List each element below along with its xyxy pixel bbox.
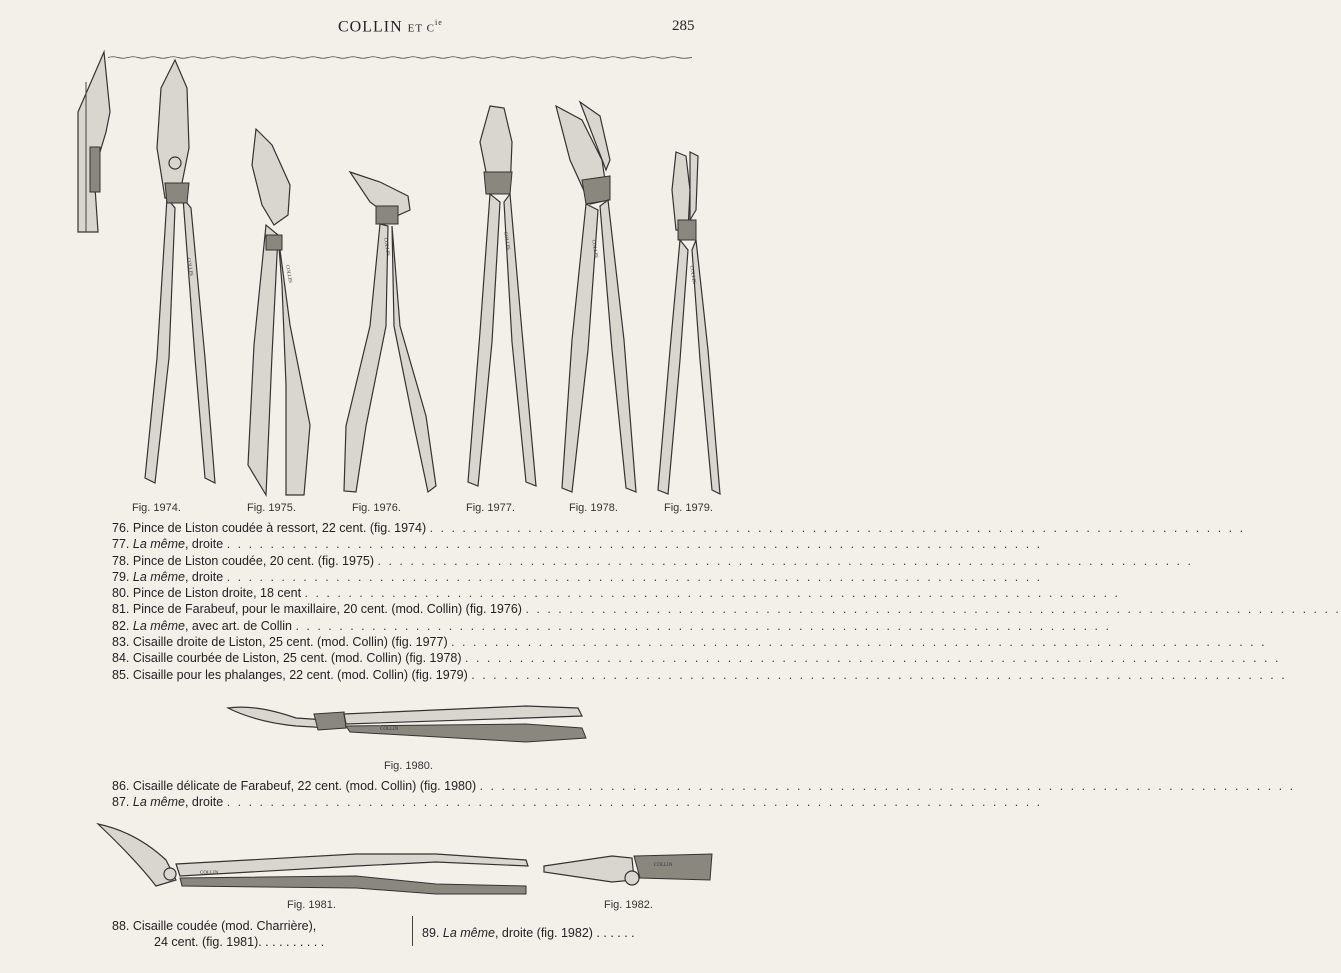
list-item-80	[112, 585, 1120, 601]
item-num: 82.	[112, 618, 130, 633]
item-text: Cisaille droite de Liston, 25 cent. (mod. Collin) (fig. 1977)	[132, 635, 448, 650]
item-num: 78.	[112, 553, 130, 568]
list-item-83	[112, 634, 1267, 650]
list-item-81	[112, 601, 1341, 617]
fig-1978-label: Fig. 1978.	[569, 502, 618, 514]
item-text: Pince de Farabeuf, pour le maxillaire, 20 cent. (mod. Collin) (fig. 1976)	[132, 602, 522, 617]
item-text: Cisaille délicate de Farabeuf, 22 cent. (mod. Collin) (fig. 1980)	[132, 779, 477, 793]
list-item-79	[112, 569, 1043, 585]
item-italic: La même	[132, 795, 185, 810]
item-num: 85.	[112, 667, 130, 682]
engraved-mark-1980: COLLIN	[380, 727, 399, 732]
fig-1980-illustration	[226, 698, 590, 748]
engraved-mark-1981: COLLIN	[200, 871, 219, 876]
fig-1976-label: Fig. 1976.	[352, 502, 401, 514]
list-item-88	[112, 918, 324, 950]
leader-dots: . . . . . . . . . . . . . . . . . . . . . . . . . . . . . . . . . . . . . . . . . . . . . . . . . . . . . . . . . . . . . . . . . . . . . . . . . . .	[525, 602, 1341, 617]
fig-1974-label: Fig. 1974.	[132, 502, 181, 514]
item-num: 79.	[112, 569, 130, 584]
leader-dots: . . . . . . . . . . . . . . . . . . . . . . . . . . . . . . . . . . . . . . . . . . . . . . . . . . . . . . . . . . . . . . . . . . . . . . . . . . .	[304, 586, 1120, 601]
header-suffix: ET C	[407, 22, 435, 35]
list-item-84	[112, 650, 1281, 666]
fig-1979-illustration	[652, 150, 722, 496]
item-text: , droite	[184, 795, 224, 810]
list-item-87	[112, 794, 1043, 810]
leader-dots: . . . . . . . . . . . . . . . . . . . . . . . . . . . . . . . . . . . . . . . . . . . . . . . . . . . . . . . . . . . . . . . . . . . . . . . . . . .	[226, 569, 1043, 584]
item-italic: La même	[132, 618, 185, 633]
fig-1975-label: Fig. 1975.	[247, 502, 296, 514]
header-title	[338, 18, 443, 36]
header-sup: ie	[434, 18, 443, 27]
leader-dots: . . . . . . . . . . . . . . . . . . . . . . . . . . . . . . . . . . . . . . . . . . . . . . . . . . . . . . . . . . . . . . . . . . . . . . . . . . .	[429, 521, 1246, 535]
item-num: 80.	[112, 586, 130, 601]
item-text: Cisaille courbée de Liston, 25 cent. (mod. Collin) (fig. 1978)	[132, 651, 462, 666]
item-num: 76.	[112, 521, 130, 535]
engraved-mark-1975: COLLIN	[284, 264, 293, 284]
item-88-line-1: 88. Cisaille coudée (mod. Charrière),	[112, 919, 317, 933]
item-text: Pince de Liston coudée à ressort, 22 cent. (fig. 1974)	[132, 521, 427, 535]
fig-1979-label: Fig. 1979.	[664, 502, 713, 514]
item-text: , droite	[184, 569, 224, 584]
fig-1977-label: Fig. 1977.	[466, 502, 515, 514]
engraved-mark-1982: COLLIN	[654, 863, 673, 868]
list-item-77	[112, 536, 1043, 552]
item-num: 86.	[112, 779, 130, 793]
engraved-mark-1977: COLLIN	[502, 231, 511, 251]
item-text: Pince de Liston coudée, 20 cent. (fig. 1975)	[132, 553, 375, 568]
header-brand: COLLIN	[338, 18, 403, 36]
fig-1982-illustration	[542, 850, 714, 894]
list-item-86	[112, 778, 1296, 794]
list-item-76	[112, 520, 1246, 536]
item-text: , avec art. de Collin	[184, 618, 292, 633]
item-text: , droite	[184, 537, 224, 552]
page-number: 285	[672, 18, 695, 34]
leader-dots: . . . . . . . . . . . . . . . . . . . . . . . . . . . . . . . . . . . . . . . . . . . . . . . . . . . . . . . . . . . . . . . . . . . . . . . . . . .	[377, 553, 1193, 568]
leader-dots: . . . . . . . . . . . . . . . . . . . . . . . . . . . . . . . . . . . . . . . . . . . . . . . . . . . . . . . . . . . . . . . . . . . . . . . . . . .	[471, 667, 1287, 682]
fig-1974-inset-illustration	[76, 52, 112, 236]
list-item-89	[422, 926, 635, 940]
leader-dots: . . . . . . . . . . . . . . . . . . . . . . . . . . . . . . . . . . . . . . . . . . . . . . . . . . . . . . . . . . . . . . . . . . . . . . . . . . .	[295, 618, 1111, 633]
leader-dots: . . . . . . . . . . . . . . . . . . . . . . . . . . . . . . . . . . . . . . . . . . . . . . . . . . . . . . . . . . . . . . . . . . . . . . . . . . .	[226, 795, 1043, 810]
item-num: 87.	[112, 795, 130, 810]
engraved-mark-1978: COLLIN	[590, 239, 599, 259]
item-num: 83.	[112, 635, 130, 650]
item-num: 77.	[112, 537, 130, 552]
item-italic: La même	[132, 569, 185, 584]
item-num: 89.	[422, 926, 440, 940]
leader-dots: . . . . . . . . . . . . . . . . . . . . . . . . . . . . . . . . . . . . . . . . . . . . . . . . . . . . . . . . . . . . . . . . . . . . . . . . . . .	[451, 635, 1267, 650]
item-italic: La même	[132, 537, 185, 552]
fig-1981-label: Fig. 1981.	[287, 899, 336, 911]
item-text: Cisaille pour les phalanges, 22 cent. (mod. Collin) (fig. 1979)	[132, 667, 468, 682]
price-list-mid	[112, 778, 1296, 811]
leader-dots: . . . . . . . . . . . . . . . . . . . . . . . . . . . . . . . . . . . . . . . . . . . . . . . . . . . . . . . . . . . . . . . . . . . . . . . . . . .	[226, 537, 1043, 552]
list-item-82	[112, 618, 1111, 634]
fig-1974-illustration	[135, 58, 225, 498]
engraved-mark-1974: COLLIN	[185, 257, 194, 277]
fig-1978-illustration	[552, 100, 642, 498]
price-list-top	[112, 520, 1341, 683]
fig-1981-illustration	[96, 820, 532, 900]
item-88-line-2: 24 cent. (fig. 1981). . . . . . . . . .	[154, 935, 325, 949]
item-text: Pince de Liston droite, 18 cent	[132, 586, 302, 601]
leader-dots: . . . . . . . . . . . . . . . . . . . . . . . . . . . . . . . . . . . . . . . . . . . . . . . . . . . . . . . . . . . . . . . . . . . . . . . . . . .	[479, 779, 1296, 793]
item-italic: La même	[442, 926, 495, 940]
column-divider	[412, 916, 413, 946]
engraved-mark-1976: COLLIN	[382, 237, 391, 257]
fig-1976-illustration	[340, 166, 440, 498]
engraved-mark-1979: COLLIN	[688, 265, 697, 285]
fig-1975-illustration	[242, 125, 322, 505]
list-item-78	[112, 553, 1193, 569]
item-text: , droite (fig. 1982) . . . . . .	[494, 926, 635, 940]
item-num: 84.	[112, 651, 130, 666]
fig-1980-label: Fig. 1980.	[384, 760, 433, 772]
fig-1977-illustration	[460, 102, 540, 496]
leader-dots: . . . . . . . . . . . . . . . . . . . . . . . . . . . . . . . . . . . . . . . . . . . . . . . . . . . . . . . . . . . . . . . . . . . . . . . . . . .	[465, 651, 1281, 666]
list-item-85	[112, 667, 1287, 683]
fig-1982-label: Fig. 1982.	[604, 899, 653, 911]
page-header	[0, 18, 800, 38]
item-num: 81.	[112, 602, 130, 617]
